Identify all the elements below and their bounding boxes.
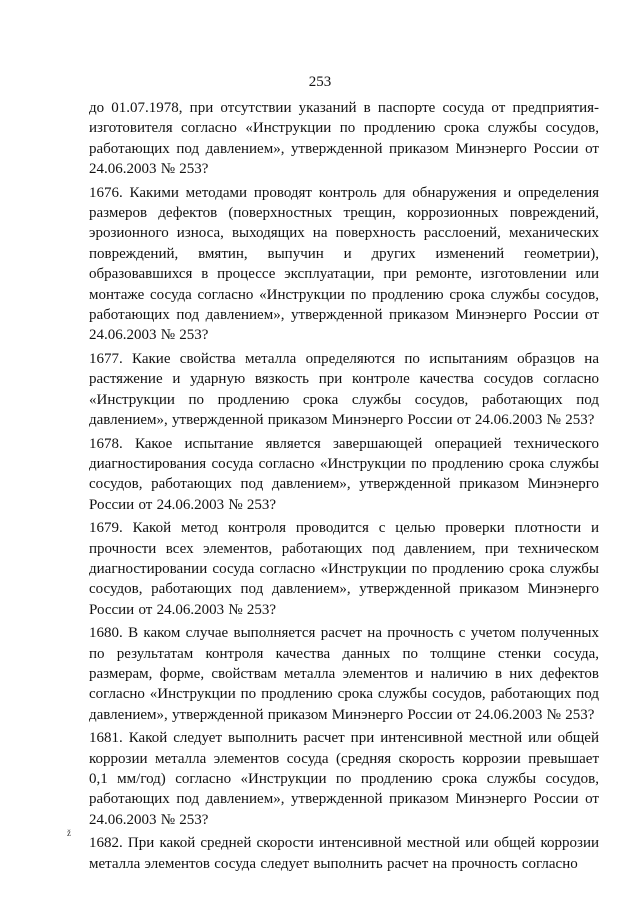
document-body — [89, 98, 599, 877]
paragraph-continuation: до 01.07.1978, при отсутствии указаний в паспорте сосуда от предприятия-изготовителя согласно «Инструкции по продлению срока службы сосудов, работающих под давлением», утвержденной приказом Минэнерго России от 24.06.2003 № 253? — [89, 100, 599, 178]
page-number: 253 — [308, 74, 332, 90]
question-1682: 1682. При какой средней скорости интенсивной местной или общей коррозии металла элементов сосуда следует выполнить расчет на прочность согласно — [89, 835, 599, 872]
question-1681: 1681. Какой следует выполнить расчет при интенсивной местной или общей коррозии металла элементов сосуда (средняя скорость коррозии превышает 0,1 мм/год) согласно «Инструкции по продлению срока службы сосудов, работающих под давлением», утвержденной приказом Минэнерго России от 24.06.2003 № 253? — [89, 730, 599, 828]
scan-edge-mark: ž — [67, 828, 71, 838]
question-1680: 1680. В каком случае выполняется расчет на прочность с учетом полученных по результатам контроля качества данных по толщине стенки сосуда, размерам, форме, свойствам металла элементов и наличию в них дефектов согласно «Инструкции по продлению срока службы сосудов, работающих под давлением», утвержденной приказом Минэнерго России от 24.06.2003 № 253? — [89, 625, 599, 723]
question-1678: 1678. Какое испытание является завершающей операцией технического диагностирования сосуда согласно «Инструкции по продлению срока службы сосудов, работающих под давлением», утвержденной приказом Минэнерго России от 24.06.2003 № 253? — [89, 435, 599, 513]
question-1677: 1677. Какие свойства металла определяются по испытаниям образцов на растяжение и ударную вязкость при контроле качества сосудов согласно «Инструкции по продлению срока службы сосудов, работающих под давлением», утвержденной приказом Минэнерго России от 24.06.2003 № 253? — [89, 350, 599, 429]
question-1679: 1679. Какой метод контроля проводится с целью проверки плотности и прочности всех элементов, работающих под давлением, при техническом диагностировании сосуда согласно «Инструкции по продлению срока службы сосудов, работающих под давлением», утвержденной приказом Минэнерго России от 24.06.2003 № 253? — [89, 520, 599, 618]
question-1676: 1676. Какими методами проводят контроль для обнаружения и определения размеров дефектов (поверхностных трещин, коррозионных повреждений, эрозионного износа, выходящих на поверхность расслоений, механических повреждений, вмятин, выпучин и других изменений геометрии), образовавшихся в процессе эксплуатации, при ремонте, изготовлении или монтаже сосуда согласно «Инструкции по продлению срока службы сосудов, работающих под давлением», утвержденной приказом Минэнерго России от 24.06.2003 № 253? — [89, 184, 599, 344]
